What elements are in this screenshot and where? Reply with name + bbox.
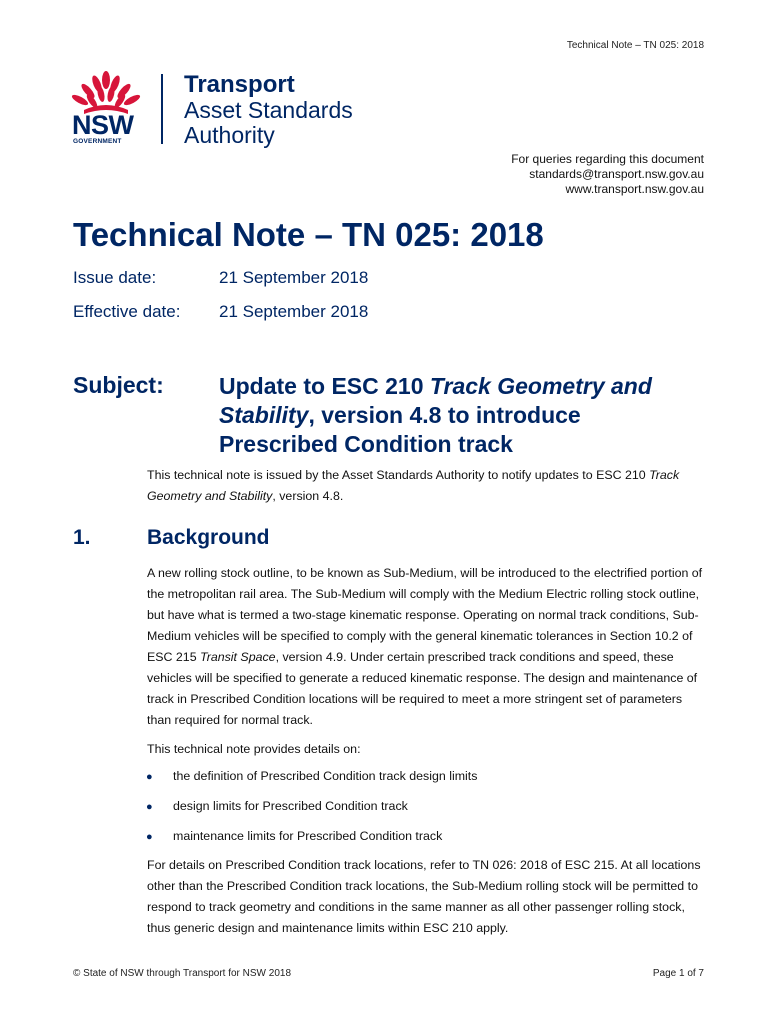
logo-government-text: GOVERNMENT xyxy=(73,138,122,145)
logo-divider xyxy=(161,74,163,144)
logo-nsw-text: NSW xyxy=(72,110,134,140)
footer-page-number: Page 1 of 7 xyxy=(652,968,704,979)
bullet-marker: ● xyxy=(146,831,153,843)
subject-label: Subject: xyxy=(73,372,164,398)
brand-line-authority: Authority xyxy=(184,122,275,148)
bullet-marker: ● xyxy=(146,771,153,783)
section-number: 1. xyxy=(73,526,91,549)
subject-text xyxy=(219,372,699,459)
intro-part1: This technical note is issued by the Asset Standards Authority to notify updates to ESC 210 xyxy=(147,468,650,482)
list-item: maintenance limits for Prescribed Condition track xyxy=(173,829,443,843)
background-part1: A new rolling stock outline, to be known as Sub-Medium, will be introduced to the electrified portion of the metropolitan rail area. The Sub-Medium will comply with the Medium Electric rolling stock outline, but have what is termed a two-stage kinematic response. Operating on normal track conditions, Sub-Medium vehicles will be specified to comply with the general kinematic tolerances in Section 10.2 of ESC 215 xyxy=(147,566,703,664)
background-italic: Transit Space xyxy=(200,650,276,664)
contact-block xyxy=(511,152,704,197)
background-part2: , version 4.9. Under certain prescribed track conditions and speed, these vehicles will be specified to generate a reduced kinematic response. The design and maintenance of track in Prescribed Condition locations will be required to meet a more stringent set of parameters than required for normal track. xyxy=(147,650,698,727)
section-title: Background xyxy=(147,526,270,549)
footer-copyright: © State of NSW through Transport for NSW 2018 xyxy=(73,968,292,979)
subject-italic: Track Geometry and Stability xyxy=(219,373,652,428)
effective-date-label: Effective date: xyxy=(73,302,181,321)
intro-paragraph xyxy=(147,465,707,507)
intro-italic: Track Geometry and Stability xyxy=(147,468,680,503)
brand-line-transport: Transport xyxy=(184,71,295,98)
details-intro-paragraph: This technical note provides details on: xyxy=(147,742,361,756)
background-paragraph xyxy=(147,563,707,731)
issue-date-value: 21 September 2018 xyxy=(219,268,369,287)
contact-email-link[interactable]: standards@transport.nsw.gov.au xyxy=(529,167,704,181)
list-item: design limits for Prescribed Condition track xyxy=(173,799,408,813)
issue-date-label: Issue date: xyxy=(73,268,157,287)
list-item: the definition of Prescribed Condition track design limits xyxy=(173,769,478,783)
brand-line-asset-standards: Asset Standards xyxy=(184,97,353,123)
contact-queries-text: For queries regarding this document xyxy=(511,152,704,166)
contact-website-link[interactable]: www.transport.nsw.gov.au xyxy=(565,182,704,196)
intro-part2: , version 4.8. xyxy=(272,489,344,503)
locations-paragraph: For details on Prescribed Condition track locations, refer to TN 026: 2018 of ESC 215. At all locations other than the Prescribed Condition track locations, the Sub-Medium rolling stock will be permitted to respond to track geometry and conditions in the same manner as all other passenger rolling stock, thus generic design and maintenance limits within ESC 210 apply. xyxy=(147,858,701,935)
bullet-marker: ● xyxy=(146,801,153,813)
header-running-title: Technical Note – TN 025: 2018 xyxy=(566,40,704,51)
document-title: Technical Note – TN 025: 2018 xyxy=(73,216,544,253)
effective-date-value: 21 September 2018 xyxy=(219,302,369,321)
subject-part1: Update to ESC 210 xyxy=(219,373,430,399)
subject-part2: , version 4.8 to introduce Prescribed Condition track xyxy=(219,402,581,457)
